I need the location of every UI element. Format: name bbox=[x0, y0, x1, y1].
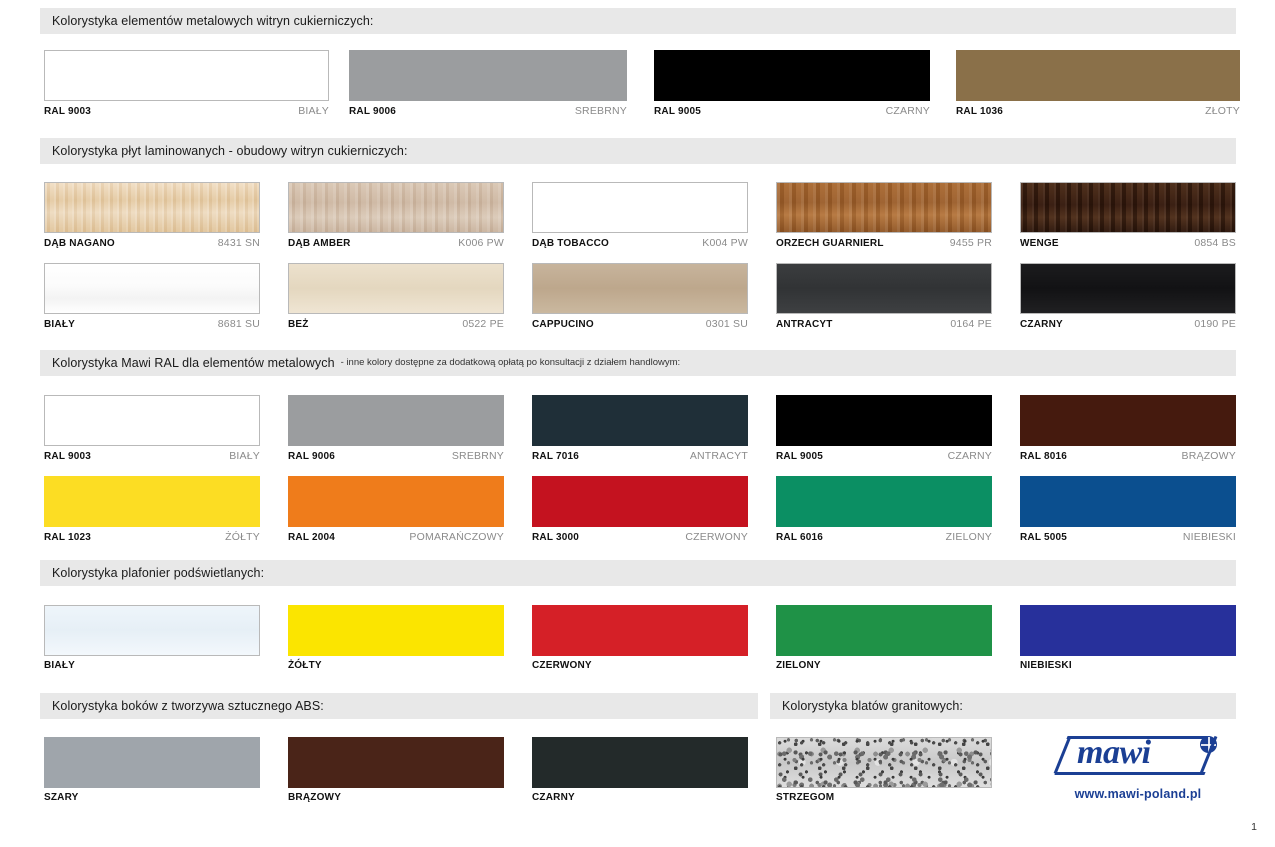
swatch-labels bbox=[1020, 446, 1236, 462]
section-title: Kolorystyka płyt laminowanych - obudowy witryn cukierniczych: bbox=[52, 144, 408, 158]
swatch-name: DĄB AMBER bbox=[288, 238, 351, 249]
swatch-color bbox=[44, 50, 329, 101]
swatch-labels bbox=[532, 656, 748, 671]
brand-logo-block bbox=[1020, 732, 1256, 801]
swatch-color bbox=[776, 395, 992, 446]
swatch-row-granit bbox=[776, 737, 992, 803]
swatch-row-plafoniery bbox=[44, 605, 1236, 671]
swatch-code: 8681 SU bbox=[217, 318, 260, 330]
swatch-name: RAL 7016 bbox=[532, 451, 579, 462]
swatch-labels bbox=[776, 446, 992, 462]
swatch-color bbox=[288, 476, 504, 527]
swatch-cell[interactable] bbox=[44, 395, 260, 462]
swatch-code: ŻÓŁTY bbox=[225, 531, 260, 543]
swatch-cell[interactable] bbox=[1020, 263, 1236, 330]
swatch-cell[interactable] bbox=[44, 50, 329, 117]
swatch-cell[interactable] bbox=[44, 605, 260, 671]
logo-bar-bottom-icon bbox=[1054, 772, 1205, 775]
swatch-code: 0164 PE bbox=[950, 318, 992, 330]
swatch-name: ŻÓŁTY bbox=[288, 660, 322, 671]
swatch-cell[interactable] bbox=[288, 182, 504, 249]
swatch-labels bbox=[44, 101, 329, 117]
swatch-cell[interactable] bbox=[1020, 182, 1236, 249]
swatch-labels bbox=[44, 788, 260, 803]
swatch-cell[interactable] bbox=[776, 263, 992, 330]
swatch-color bbox=[532, 263, 748, 314]
swatch-labels bbox=[288, 314, 504, 330]
swatch-cell[interactable] bbox=[1020, 395, 1236, 462]
section-title: Kolorystyka Mawi RAL dla elementów metalowych bbox=[52, 356, 335, 370]
swatch-code: ZIELONY bbox=[945, 531, 992, 543]
swatch-color bbox=[288, 605, 504, 656]
swatch-cell[interactable] bbox=[288, 737, 504, 803]
swatch-cell[interactable] bbox=[44, 737, 260, 803]
swatch-code: BIAŁY bbox=[298, 105, 329, 117]
mawi-logo-icon bbox=[1053, 732, 1223, 778]
swatch-color bbox=[44, 263, 260, 314]
swatch-cell[interactable] bbox=[776, 395, 992, 462]
page-number: 1 bbox=[1251, 821, 1257, 833]
swatch-name: RAL 9003 bbox=[44, 106, 91, 117]
swatch-name: RAL 1036 bbox=[956, 106, 1003, 117]
section-header-metal-witryn bbox=[40, 8, 1236, 34]
swatch-labels bbox=[532, 527, 748, 543]
swatch-code: CZARNY bbox=[885, 105, 930, 117]
swatch-name: RAL 9005 bbox=[654, 106, 701, 117]
swatch-cell[interactable] bbox=[288, 263, 504, 330]
swatch-cell[interactable] bbox=[532, 605, 748, 671]
swatch-color bbox=[1020, 476, 1236, 527]
swatch-name: RAL 9006 bbox=[288, 451, 335, 462]
swatch-name: BEŻ bbox=[288, 319, 309, 330]
swatch-name: BIAŁY bbox=[44, 319, 75, 330]
swatch-row-mawi-ral-2 bbox=[44, 476, 1236, 543]
swatch-code: 0854 BS bbox=[1194, 237, 1236, 249]
section-header-laminaty bbox=[40, 138, 1236, 164]
swatch-name: ANTRACYT bbox=[776, 319, 833, 330]
section-title: Kolorystyka elementów metalowych witryn cukierniczych: bbox=[52, 14, 374, 28]
logo-slash-left-icon bbox=[1054, 736, 1072, 774]
swatch-cell[interactable] bbox=[288, 395, 504, 462]
swatch-code: NIEBIESKI bbox=[1182, 531, 1236, 543]
swatch-cell[interactable] bbox=[956, 50, 1240, 117]
swatch-cell[interactable] bbox=[288, 476, 504, 543]
section-title: Kolorystyka blatów granitowych: bbox=[782, 699, 963, 713]
swatch-code: POMARAŃCZOWY bbox=[409, 531, 504, 543]
section-header-granit bbox=[770, 693, 1236, 719]
section-header-abs bbox=[40, 693, 758, 719]
swatch-code: K006 PW bbox=[458, 237, 504, 249]
swatch-code: CZERWONY bbox=[685, 531, 748, 543]
swatch-color bbox=[776, 476, 992, 527]
swatch-row-laminaty-2 bbox=[44, 263, 1236, 330]
swatch-color bbox=[532, 605, 748, 656]
swatch-color bbox=[776, 737, 992, 788]
swatch-labels bbox=[288, 527, 504, 543]
swatch-color bbox=[776, 605, 992, 656]
swatch-name: RAL 9003 bbox=[44, 451, 91, 462]
swatch-color bbox=[532, 476, 748, 527]
swatch-color bbox=[44, 182, 260, 233]
brand-name: mawi bbox=[1077, 734, 1151, 771]
swatch-code: ZŁOTY bbox=[1205, 105, 1240, 117]
swatch-color bbox=[44, 476, 260, 527]
swatch-color bbox=[532, 182, 748, 233]
swatch-labels bbox=[1020, 233, 1236, 249]
swatch-name: WENGE bbox=[1020, 238, 1059, 249]
swatch-name: CZARNY bbox=[532, 792, 575, 803]
swatch-cell[interactable] bbox=[532, 182, 748, 249]
swatch-code: 0522 PE bbox=[462, 318, 504, 330]
swatch-row-metal-witryn bbox=[44, 50, 1240, 117]
swatch-labels bbox=[44, 314, 260, 330]
swatch-color bbox=[776, 182, 992, 233]
swatch-cell[interactable] bbox=[44, 182, 260, 249]
section-header-plafoniery bbox=[40, 560, 1236, 586]
swatch-cell[interactable] bbox=[1020, 476, 1236, 543]
swatch-cell[interactable] bbox=[776, 737, 992, 803]
swatch-name: ORZECH GUARNIERL bbox=[776, 238, 884, 249]
swatch-cell[interactable] bbox=[776, 605, 992, 671]
swatch-labels bbox=[44, 446, 260, 462]
swatch-code: BIAŁY bbox=[229, 450, 260, 462]
swatch-labels bbox=[776, 233, 992, 249]
swatch-color bbox=[288, 395, 504, 446]
swatch-name: DĄB TOBACCO bbox=[532, 238, 610, 249]
swatch-color bbox=[532, 395, 748, 446]
swatch-name: RAL 1023 bbox=[44, 532, 91, 543]
swatch-color bbox=[44, 737, 260, 788]
swatch-name: RAL 6016 bbox=[776, 532, 823, 543]
swatch-color bbox=[776, 263, 992, 314]
swatch-color bbox=[288, 182, 504, 233]
brand-url[interactable]: www.mawi-poland.pl bbox=[1074, 787, 1202, 801]
swatch-name: RAL 9005 bbox=[776, 451, 823, 462]
swatch-name: CZARNY bbox=[1020, 319, 1063, 330]
swatch-labels bbox=[956, 101, 1240, 117]
swatch-name: RAL 5005 bbox=[1020, 532, 1067, 543]
swatch-code: 0301 SU bbox=[705, 318, 748, 330]
swatch-cell[interactable] bbox=[532, 737, 748, 803]
swatch-cell[interactable] bbox=[288, 605, 504, 671]
swatch-cell[interactable] bbox=[654, 50, 930, 117]
swatch-name: BRĄZOWY bbox=[288, 792, 342, 803]
swatch-labels bbox=[288, 233, 504, 249]
swatch-labels bbox=[532, 314, 748, 330]
swatch-name: RAL 2004 bbox=[288, 532, 335, 543]
swatch-labels bbox=[776, 527, 992, 543]
swatch-color bbox=[1020, 395, 1236, 446]
swatch-labels bbox=[1020, 314, 1236, 330]
swatch-cell[interactable] bbox=[532, 476, 748, 543]
swatch-cell[interactable] bbox=[776, 182, 992, 249]
swatch-name: CAPPUCINO bbox=[532, 319, 594, 330]
swatch-color bbox=[349, 50, 627, 101]
swatch-color bbox=[44, 395, 260, 446]
swatch-name: CZERWONY bbox=[532, 660, 592, 671]
swatch-labels bbox=[288, 788, 504, 803]
swatch-color bbox=[44, 605, 260, 656]
swatch-labels bbox=[44, 527, 260, 543]
swatch-row-laminaty-1 bbox=[44, 182, 1236, 249]
swatch-cell[interactable] bbox=[776, 476, 992, 543]
swatch-name: RAL 8016 bbox=[1020, 451, 1067, 462]
swatch-row-abs bbox=[44, 737, 748, 803]
swatch-labels bbox=[44, 233, 260, 249]
swatch-labels bbox=[349, 101, 627, 117]
swatch-color bbox=[654, 50, 930, 101]
swatch-name: BIAŁY bbox=[44, 660, 75, 671]
swatch-code: 8431 SN bbox=[217, 237, 260, 249]
swatch-code: ANTRACYT bbox=[689, 450, 748, 462]
swatch-cell[interactable] bbox=[349, 50, 627, 117]
swatch-labels bbox=[288, 656, 504, 671]
swatch-color bbox=[956, 50, 1240, 101]
swatch-cell[interactable] bbox=[532, 395, 748, 462]
swatch-labels bbox=[1020, 656, 1236, 671]
swatch-code: 0190 PE bbox=[1194, 318, 1236, 330]
swatch-labels bbox=[532, 446, 748, 462]
swatch-code: SREBRNY bbox=[451, 450, 504, 462]
swatch-labels bbox=[1020, 527, 1236, 543]
swatch-name: RAL 3000 bbox=[532, 532, 579, 543]
swatch-labels bbox=[654, 101, 930, 117]
swatch-row-mawi-ral-1 bbox=[44, 395, 1236, 462]
swatch-name: SZARY bbox=[44, 792, 79, 803]
swatch-labels bbox=[532, 788, 748, 803]
swatch-color bbox=[1020, 182, 1236, 233]
swatch-cell[interactable] bbox=[1020, 605, 1236, 671]
swatch-cell[interactable] bbox=[532, 263, 748, 330]
swatch-labels bbox=[776, 788, 992, 803]
swatch-color bbox=[288, 737, 504, 788]
swatch-name: RAL 9006 bbox=[349, 106, 396, 117]
swatch-name: NIEBIESKI bbox=[1020, 660, 1072, 671]
section-title: Kolorystyka boków z tworzywa sztucznego ABS: bbox=[52, 699, 324, 713]
swatch-cell[interactable] bbox=[44, 263, 260, 330]
swatch-name: DĄB NAGANO bbox=[44, 238, 115, 249]
swatch-code: SREBRNY bbox=[574, 105, 627, 117]
swatch-labels bbox=[44, 656, 260, 671]
swatch-code: K004 PW bbox=[702, 237, 748, 249]
swatch-labels bbox=[776, 314, 992, 330]
swatch-color bbox=[532, 737, 748, 788]
section-header-mawi-ral bbox=[40, 350, 1236, 376]
section-title: Kolorystyka plafonier podświetlanych: bbox=[52, 566, 265, 580]
swatch-color bbox=[1020, 605, 1236, 656]
swatch-code: CZARNY bbox=[947, 450, 992, 462]
swatch-cell[interactable] bbox=[44, 476, 260, 543]
section-subtitle: - inne kolory dostępne za dodatkową opłatą po konsultacji z działem handlowym: bbox=[340, 357, 681, 368]
swatch-code: BRĄZOWY bbox=[1181, 450, 1236, 462]
swatch-name: ZIELONY bbox=[776, 660, 821, 671]
swatch-code: 9455 PR bbox=[949, 237, 992, 249]
swatch-labels bbox=[776, 656, 992, 671]
swatch-color bbox=[288, 263, 504, 314]
swatch-color bbox=[1020, 263, 1236, 314]
swatch-name: STRZEGOM bbox=[776, 792, 835, 803]
swatch-labels bbox=[532, 233, 748, 249]
swatch-labels bbox=[288, 446, 504, 462]
